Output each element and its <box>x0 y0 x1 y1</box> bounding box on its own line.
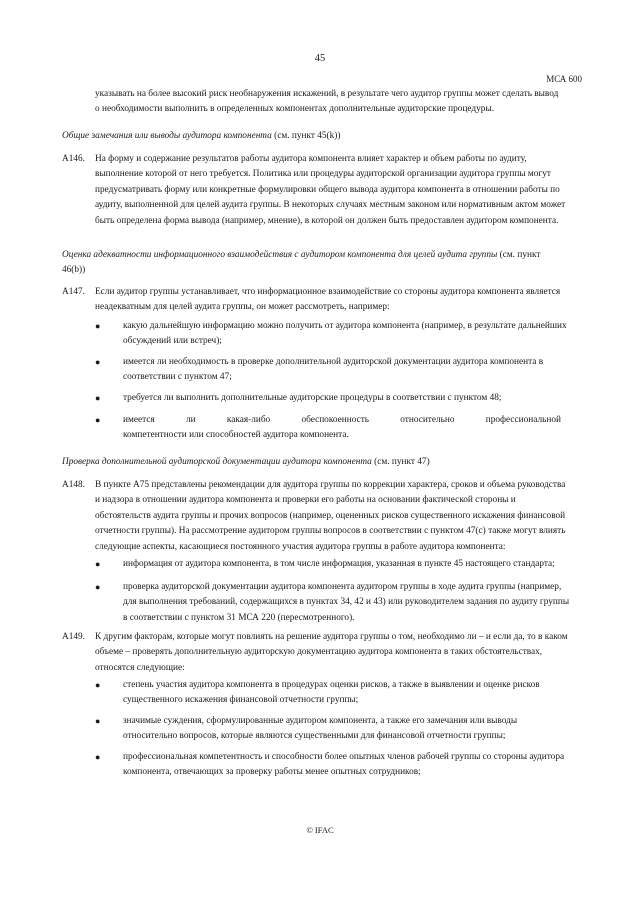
list-item <box>123 319 587 350</box>
paragraph-number: A146. <box>62 154 85 164</box>
text-line: значимые суждения, сформулированные аудитором компонента, а также его замечания или выводы <box>123 716 518 726</box>
heading-reference: (см. пункт <box>497 250 541 260</box>
text-line: выполнение которой от него требуется. Политика или процедуры аудиторской организации аудитора группы могут <box>95 169 551 180</box>
bullet-dot: ● <box>95 357 101 367</box>
list-item <box>123 580 587 626</box>
word: обеспокоенность <box>301 415 370 425</box>
section-heading <box>62 455 587 470</box>
text-line: соответствии с пунктом 47; <box>123 372 232 383</box>
text-line: К другим факторам, которые могут повлиять на решение аудитора группы о том, необходимо ли – и если да, то в каком <box>95 632 568 642</box>
bullet-dot: ● <box>95 559 101 569</box>
text-line: для выполнения требований, содержащихся в пунктах 34, 42 и 43) или руководителем задания по аудиту группы <box>123 597 570 608</box>
bullet-dot: ● <box>95 752 101 762</box>
text-line: какую дальнейшую информацию можно получить от аудитора компонента (например, в результате дальнейших <box>123 321 567 331</box>
text-line-spread <box>123 413 561 428</box>
word: имеется <box>123 415 155 425</box>
list-item <box>123 391 587 406</box>
list-item <box>123 750 587 781</box>
bullet-dot: ● <box>95 582 101 592</box>
text-line: относятся следующие: <box>95 662 185 673</box>
text-line: обстоятельств аудита группы и прочих вопросов (например, оцененных рисков существенного искажения финансовой <box>95 510 566 521</box>
page-number: 45 <box>314 53 326 64</box>
heading-reference: (см. пункт 45(k)) <box>271 131 341 141</box>
text-line: информация от аудитора компонента, в том числе информация, указанная в пункте 45 настоящего стандарта; <box>123 559 555 569</box>
text-line: быть определена форма вывода (например, мнение), в которой он должен быть предоставлен аудитором компонента. <box>95 215 559 226</box>
bullet-dot: ● <box>95 716 101 726</box>
heading-title: Оценка адекватности информационного взаимодействия с аудитором компонента для целей аудита группы <box>62 250 498 260</box>
text-line: неадекватным для целей аудита группы, он может рассмотреть, например: <box>95 302 390 313</box>
list-item <box>123 355 587 386</box>
text-line: В пункте A75 представлены рекомендации для аудитора группы по коррекции характера, сроков и объема руководства <box>95 480 566 490</box>
text-line: в соответствии с пунктом 31 МСА 220 (пересмотренного). <box>123 612 355 623</box>
text-line: относительно вопросов, которые являются существенными для финансовой отчетности группы; <box>123 731 506 742</box>
text-line: обсуждений или встреч); <box>123 336 222 347</box>
list-item <box>123 413 587 444</box>
paragraph-a148 <box>95 478 587 555</box>
list-item <box>123 557 587 572</box>
text-line: указывать на более высокий риск необнаружения искажений, в результате чего аудитор группы может сделать вывод <box>95 89 559 99</box>
text-line: проверка аудиторской документации аудитора компонента аудитором группы в ходе аудита группы (например, <box>123 582 562 592</box>
list-item <box>123 678 587 709</box>
text-line: объеме – проверять дополнительную аудиторскую документацию аудитора компонента в таких обстоятельствах, <box>95 647 543 658</box>
text-line: о необходимости выполнить в определенных компонентах дополнительные аудиторские процедуры. <box>95 104 495 115</box>
text-line: профессиональная компетентность и способности более опытных членов рабочей группы со стороны аудитора <box>123 752 565 762</box>
word: ли <box>185 415 196 425</box>
text-line: На форму и содержание результатов работы аудитора компонента влияет характер и объем работы по аудиту, <box>95 154 527 164</box>
paragraph-number: A148. <box>62 480 85 490</box>
heading-title: Проверка дополнительной аудиторской документации аудитора компонента <box>62 457 372 467</box>
list-item <box>123 714 587 745</box>
word: какая-либо <box>226 415 271 425</box>
heading-title: Общие замечания или выводы аудитора компонента <box>62 131 272 141</box>
text-line: компетентности или способностей аудитора компонента. <box>123 430 349 441</box>
heading-reference-cont: 46(b)) <box>62 265 86 276</box>
paragraph-number: A147. <box>62 287 85 297</box>
footer-copyright: © IFAC <box>306 825 334 835</box>
text-line: аудиту, выполненной для целей аудита группы. В некоторых случаях местным законом или нормативным актом может <box>95 200 566 211</box>
section-heading <box>62 248 587 279</box>
text-line: существенного искажения финансовой отчетности группы; <box>123 695 359 706</box>
text-line: следующие аспекты, касающиеся постоянного участия аудитора группы в работе аудитора компонента: <box>95 541 506 552</box>
section-heading <box>62 129 587 144</box>
intro-paragraph <box>95 87 587 118</box>
bullet-dot: ● <box>95 393 101 403</box>
bullet-dot: ● <box>95 680 101 690</box>
text-line: Если аудитор группы устанавливает, что информационное взаимодействие со стороны аудитора компонента является <box>95 287 561 297</box>
word: относительно <box>400 415 455 425</box>
paragraph-a149 <box>95 630 587 676</box>
text-line: имеется ли необходимость в проверке дополнительной аудиторской документации аудитора компонента в <box>123 357 544 367</box>
heading-reference: (см. пункт 47) <box>371 457 430 467</box>
text-line: компонента, отвечающих за проверку работы менее опытных сотрудников; <box>123 767 421 778</box>
text-line: степень участия аудитора компонента в процедурах оценки рисков, а также в выявлении и оценке рисков <box>123 680 540 690</box>
bullet-dot: ● <box>95 321 101 331</box>
standard-code: МСА 600 <box>546 74 582 84</box>
bullet-dot: ● <box>95 415 101 425</box>
text-line: отчетности группы). На рассмотрение аудитором группы вопросов в соответствии с пунктом 47(c) также могут влиять <box>95 526 566 537</box>
paragraph-a146 <box>95 152 587 229</box>
text-line: предусматривать форму или конкретные формулировки общего вывода аудитора компонента в отношении работы по <box>95 184 560 195</box>
text-line: требуется ли выполнить дополнительные аудиторские процедуры в соответствии с пунктом 48; <box>123 393 502 403</box>
paragraph-number: A149. <box>62 632 85 642</box>
text-line: и надзора в отношении аудитора компонента и проверки его работы на основании фактической стороны и <box>95 495 516 506</box>
word: профессиональной <box>485 415 561 425</box>
paragraph-a147 <box>95 285 587 316</box>
